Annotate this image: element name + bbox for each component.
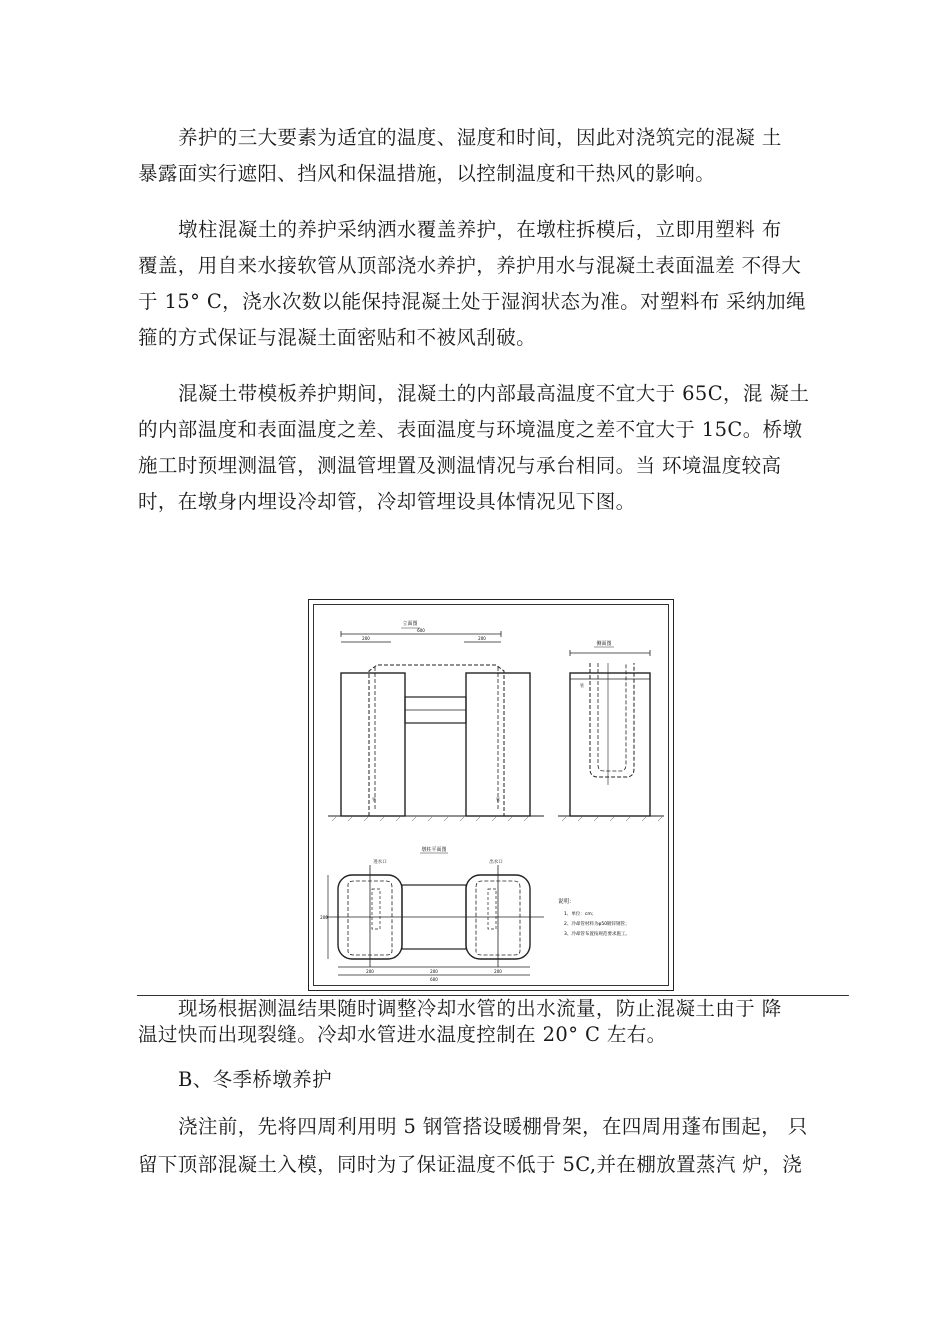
front-cooling-pipe bbox=[369, 665, 504, 816]
plan-dim-mid: 200 bbox=[430, 969, 438, 974]
left-column bbox=[341, 673, 405, 816]
side-cooling-pipe bbox=[590, 663, 634, 777]
note-3: 3、冷却管布置按规范要求施工。 bbox=[564, 932, 630, 937]
text-line: 墩柱混凝土的养护采纳洒水覆盖养护，在墩柱拆模后，立即用塑料 布 bbox=[178, 218, 782, 241]
paragraph-curing-elements bbox=[138, 120, 850, 192]
plan-dim-right: 200 bbox=[494, 969, 502, 974]
pipe-label-right: 管 bbox=[496, 797, 500, 802]
side-column bbox=[570, 673, 650, 816]
plan-dim-total: 600 bbox=[430, 977, 438, 982]
text-line: 现场根据测温结果随时调整冷却水管的出水流量，防止混凝土由于 降 bbox=[178, 997, 782, 1020]
paragraph-pier-curing bbox=[138, 212, 850, 356]
note-1: 1、单位：cm； bbox=[564, 912, 597, 917]
inlet-label: 进水口 bbox=[373, 860, 387, 865]
text-line: 覆盖，用自来水接软管从顶部浇水养护，养护用水与混凝土表面温差 不得大 bbox=[138, 254, 802, 277]
plan-view-title: 墩柱平面图 bbox=[421, 847, 447, 853]
text-line: 于 15° C，浇水次数以能保持混凝土处于湿润状态为准。对塑料布 采纳加绳 bbox=[138, 290, 806, 313]
text-line: 养护的三大要素为适宜的温度、湿度和时间，因此对浇筑完的混凝 土 bbox=[178, 126, 782, 149]
plan-dim-left: 200 bbox=[366, 969, 374, 974]
text-line: 箍的方式保证与混凝土面密贴和不被风刮破。 bbox=[138, 326, 537, 349]
text-line: 温过快而出现裂缝。冷却水管进水温度控制在 20° C 左右。 bbox=[138, 1023, 667, 1046]
dim-total-label: 600 bbox=[417, 628, 425, 633]
dim-depth-label: 200 bbox=[320, 915, 328, 920]
note-2: 2、冷却管材料为φ50镀锌钢管； bbox=[564, 922, 630, 927]
paragraph-formwork-curing bbox=[138, 376, 850, 520]
dim-left-label: 200 bbox=[362, 636, 370, 641]
dim-right-label: 200 bbox=[478, 636, 486, 641]
text-line: 施工时预埋测温管，测温管埋置及测温情况与承台相同。当 环境温度较高 bbox=[138, 454, 782, 477]
text-line: 留下顶部混凝土入模，同时为了保证温度不低于 5C,并在棚放置蒸汽 炉，浇 bbox=[138, 1153, 803, 1176]
text-line: B、冬季桥墩养护 bbox=[178, 1068, 333, 1091]
cooling-pipe-drawing bbox=[314, 605, 670, 987]
figure-inner-border bbox=[313, 604, 669, 986]
cooling-pipe-figure bbox=[308, 599, 674, 991]
text-line: 暴露面实行遮阳、挡风和保温措施，以控制温度和干热风的影响。 bbox=[138, 162, 716, 185]
side-pipe-label: 管 bbox=[580, 683, 584, 688]
text-line: 的内部温度和表面温度之差、表面温度与环境温度之差不宜大于 15C。桥墩 bbox=[138, 418, 803, 441]
side-view-title: 侧面图 bbox=[596, 641, 612, 647]
paragraph-winter-shed bbox=[138, 1108, 850, 1184]
section-heading-winter-curing bbox=[138, 1062, 850, 1098]
notes-title: 说明： bbox=[558, 899, 575, 905]
text-line: 浇注前，先将四周利用明 5 钢管搭设暖棚骨架，在四周用蓬布围起， 只 bbox=[178, 1115, 808, 1138]
front-view-title: 立面图 bbox=[402, 621, 418, 627]
paragraph-cooling-adjust bbox=[138, 996, 850, 1048]
text-line: 时，在墩身内埋设冷却管，冷却管埋设具体情况见下图。 bbox=[138, 490, 636, 513]
pipe-label-left: 管 bbox=[372, 797, 376, 802]
outlet-label: 出水口 bbox=[489, 860, 503, 865]
text-line: 混凝土带模板养护期间，混凝土的内部最高温度不宜大于 65C，混 凝土 bbox=[178, 382, 810, 405]
